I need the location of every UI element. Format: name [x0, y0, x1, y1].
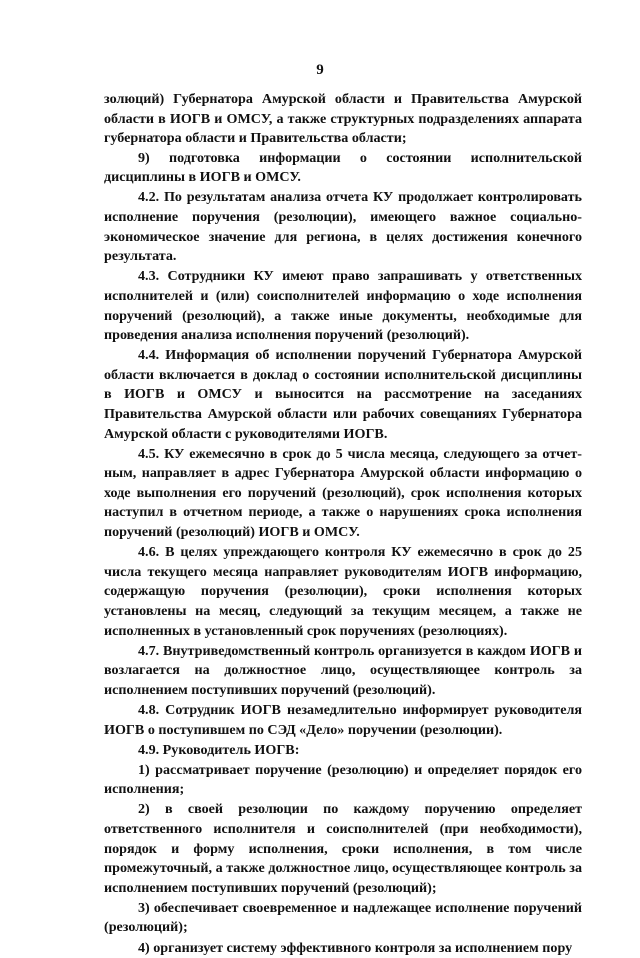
page-number: 9 — [316, 62, 324, 78]
paragraph-4-8: 4.8. Сотрудник ИОГВ незамедлительно информирует руководителя ИОГВ о поступившем по СЭД «Дело» поручении (резолюции). — [104, 701, 582, 738]
paragraph-4-3: 4.3. Сотрудники КУ имеют право запрашивать у ответственных исполнителей и (или) соисполнителей информацию о ходе исполнения поручений (резолюций), а также иные документы, необходимые для проведения анализа исполнения поручений (резолюций). — [104, 268, 582, 344]
paragraph-4-7: 4.7. Внутриведомственный контроль организуется в каждом ИОГВ и возлагается на должностное лицо, осуществляющее контроль за исполнением поступивших поручений (резолюций). — [104, 642, 582, 698]
paragraph-4-5: 4.5. КУ ежемесячно в срок до 5 числа месяца, следующего за отчетным, направляет в адрес Губернатора Амурской области информацию о ходе выполнения его поручений (резолюций), срок исполнения которых наступил в отчетном периоде, а также о нарушениях срока исполнения поручений (резолюций) ИОГВ и ОМСУ. — [104, 445, 582, 541]
paragraph-4-9: 4.9. Руководитель ИОГВ: — [138, 741, 300, 758]
paragraph-4-9-item-2: 2) в своей резолюции по каждому поручению определяет ответственного исполнителя и соисполнителей (при необходимости), порядок и форму исполнения, сроки исполнения, в том числе промежуточный, а также должностное лицо, осуществляющее контроль за исполнением поступивших поручений (резолюций); — [104, 801, 582, 896]
paragraph-continuation: золюций) Губернатора Амурской области и Правительства Амурской области в ИОГВ и ОМСУ, а также структурных подразделениях аппарата губернатора области и Правительства области; — [104, 91, 582, 147]
paragraph-4-9-item-4: 4) организует систему эффективного контроля за исполнением пору — [138, 939, 573, 956]
paragraph-4-2: 4.2. По результатам анализа отчета КУ продолжает контролировать исполнение поручения (резолюции), имеющего важное социально-экономическое значение для региона, в целях достижения конечного результата. — [104, 189, 582, 265]
paragraph-4-6: 4.6. В целях упреждающего контроля КУ ежемесячно в срок до 25 числа текущего месяца направляет руководителям ИОГВ информацию, содержащую поручения (резолюции), сроки исполнения которых установлены на месяц, следующий за текущим месяцем, а также не исполненных в установленный срок поручениях (резолюциях). — [104, 544, 582, 639]
paragraph-4-9-item-1: 1) рассматривает поручение (резолюцию) и определяет порядок его исполнения; — [104, 761, 582, 798]
paragraph-4-4: 4.4. Информация об исполнении поручений Губернатора Амурской области включается в доклад о состоянии исполнительской дисциплины в ИОГВ и ОМСУ и выносится на рассмотрение на заседаниях Правительства Амурской области или рабочих совещаниях Губернатора Амурской области с руководителями ИОГВ. — [104, 347, 582, 442]
paragraph-item-9: 9) подготовка информации о состоянии исполнительской дисциплины в ИОГВ и ОМСУ. — [104, 149, 582, 186]
paragraph-4-9-item-3: 3) обеспечивает своевременное и надлежащее исполнение поручений (резолюций); — [104, 899, 582, 936]
document-body — [104, 90, 582, 958]
